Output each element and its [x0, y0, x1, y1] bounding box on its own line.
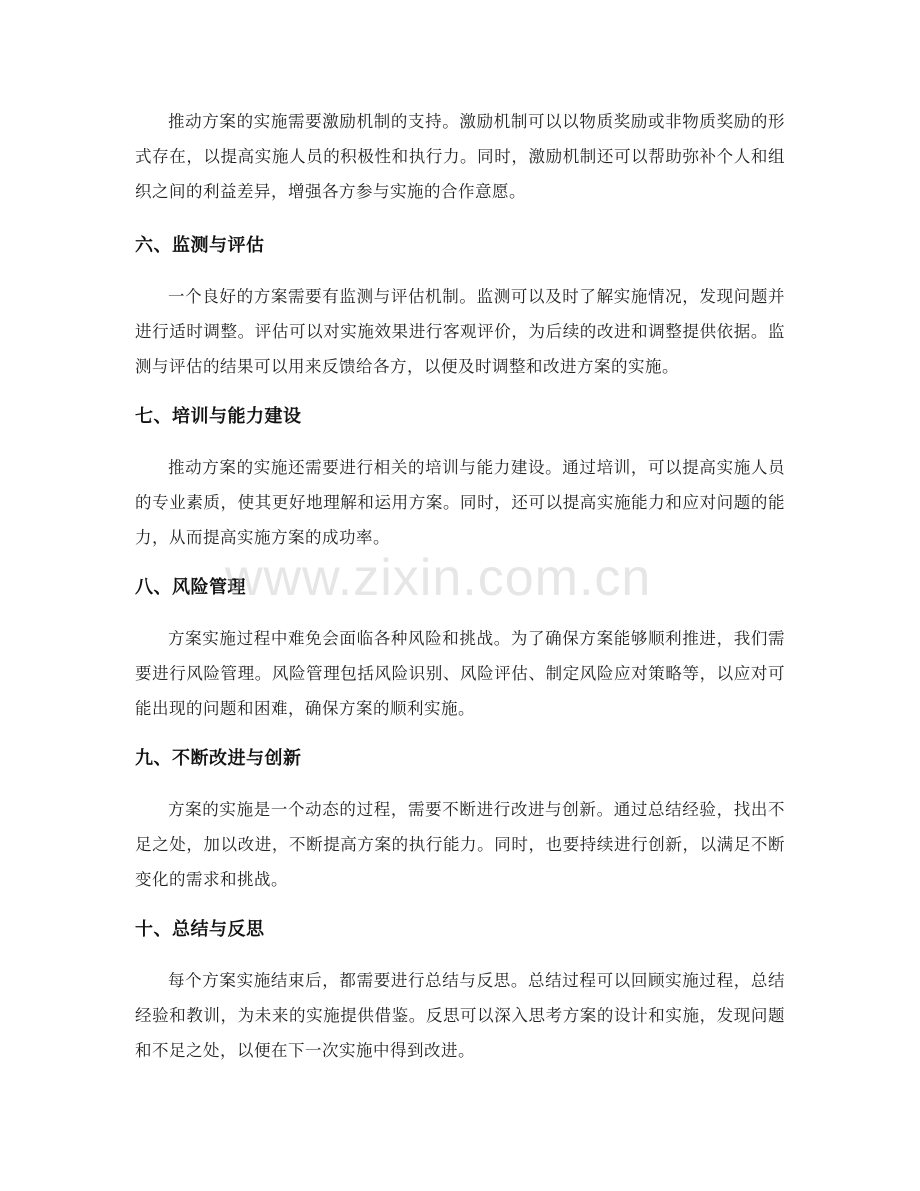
section-heading-training: 七、培训与能力建设 [135, 406, 302, 427]
section-paragraph-improvement: 方案的实施是一个动态的过程，需要不断进行改进与创新。通过总结经验，找出不足之处，加以改进，不断提高方案的执行能力。同时，也要持续进行创新，以满足不断变化的需求和挑战。 [135, 800, 785, 889]
watermark-text: www.zixin.com.cn [225, 549, 652, 607]
section-paragraph-summary: 每个方案实施结束后，都需要进行总结与反思。总结过程可以回顾实施过程，总结经验和教训，为未来的实施提供借鉴。反思可以深入思考方案的设计和实施，发现问题和不足之处，以便在下一次实施中得到改进。 [135, 971, 785, 1060]
intro-paragraph: 推动方案的实施需要激励机制的支持。激励机制可以以物质奖励或非物质奖励的形式存在，以提高实施人员的积极性和执行力。同时，激励机制还可以帮助弥补个人和组织之间的利益差异，增强各方参与实施的合作意愿。 [135, 112, 785, 201]
section-paragraph-risk: 方案实施过程中难免会面临各种风险和挑战。为了确保方案能够顺利推进，我们需要进行风险管理。风险管理包括风险识别、风险评估、制定风险应对策略等，以应对可能出现的问题和困难，确保方案的顺利实施。 [135, 629, 785, 718]
document-body [135, 104, 785, 1068]
section-heading-summary: 十、总结与反思 [135, 919, 265, 940]
section-heading-monitoring: 六、监测与评估 [135, 235, 265, 256]
section-heading-risk: 八、风险管理 [135, 577, 246, 598]
section-paragraph-training: 推动方案的实施还需要进行相关的培训与能力建设。通过培训，可以提高实施人员的专业素质，使其更好地理解和运用方案。同时，还可以提高实施能力和应对问题的能力，从而提高实施方案的成功率。 [135, 458, 785, 547]
section-paragraph-monitoring: 一个良好的方案需要有监测与评估机制。监测可以及时了解实施情况，发现问题并进行适时调整。评估可以对实施效果进行客观评价，为后续的改进和调整提供依据。监测与评估的结果可以用来反馈给各方，以便及时调整和改进方案的实施。 [135, 287, 785, 376]
section-heading-improvement: 九、不断改进与创新 [135, 748, 302, 769]
